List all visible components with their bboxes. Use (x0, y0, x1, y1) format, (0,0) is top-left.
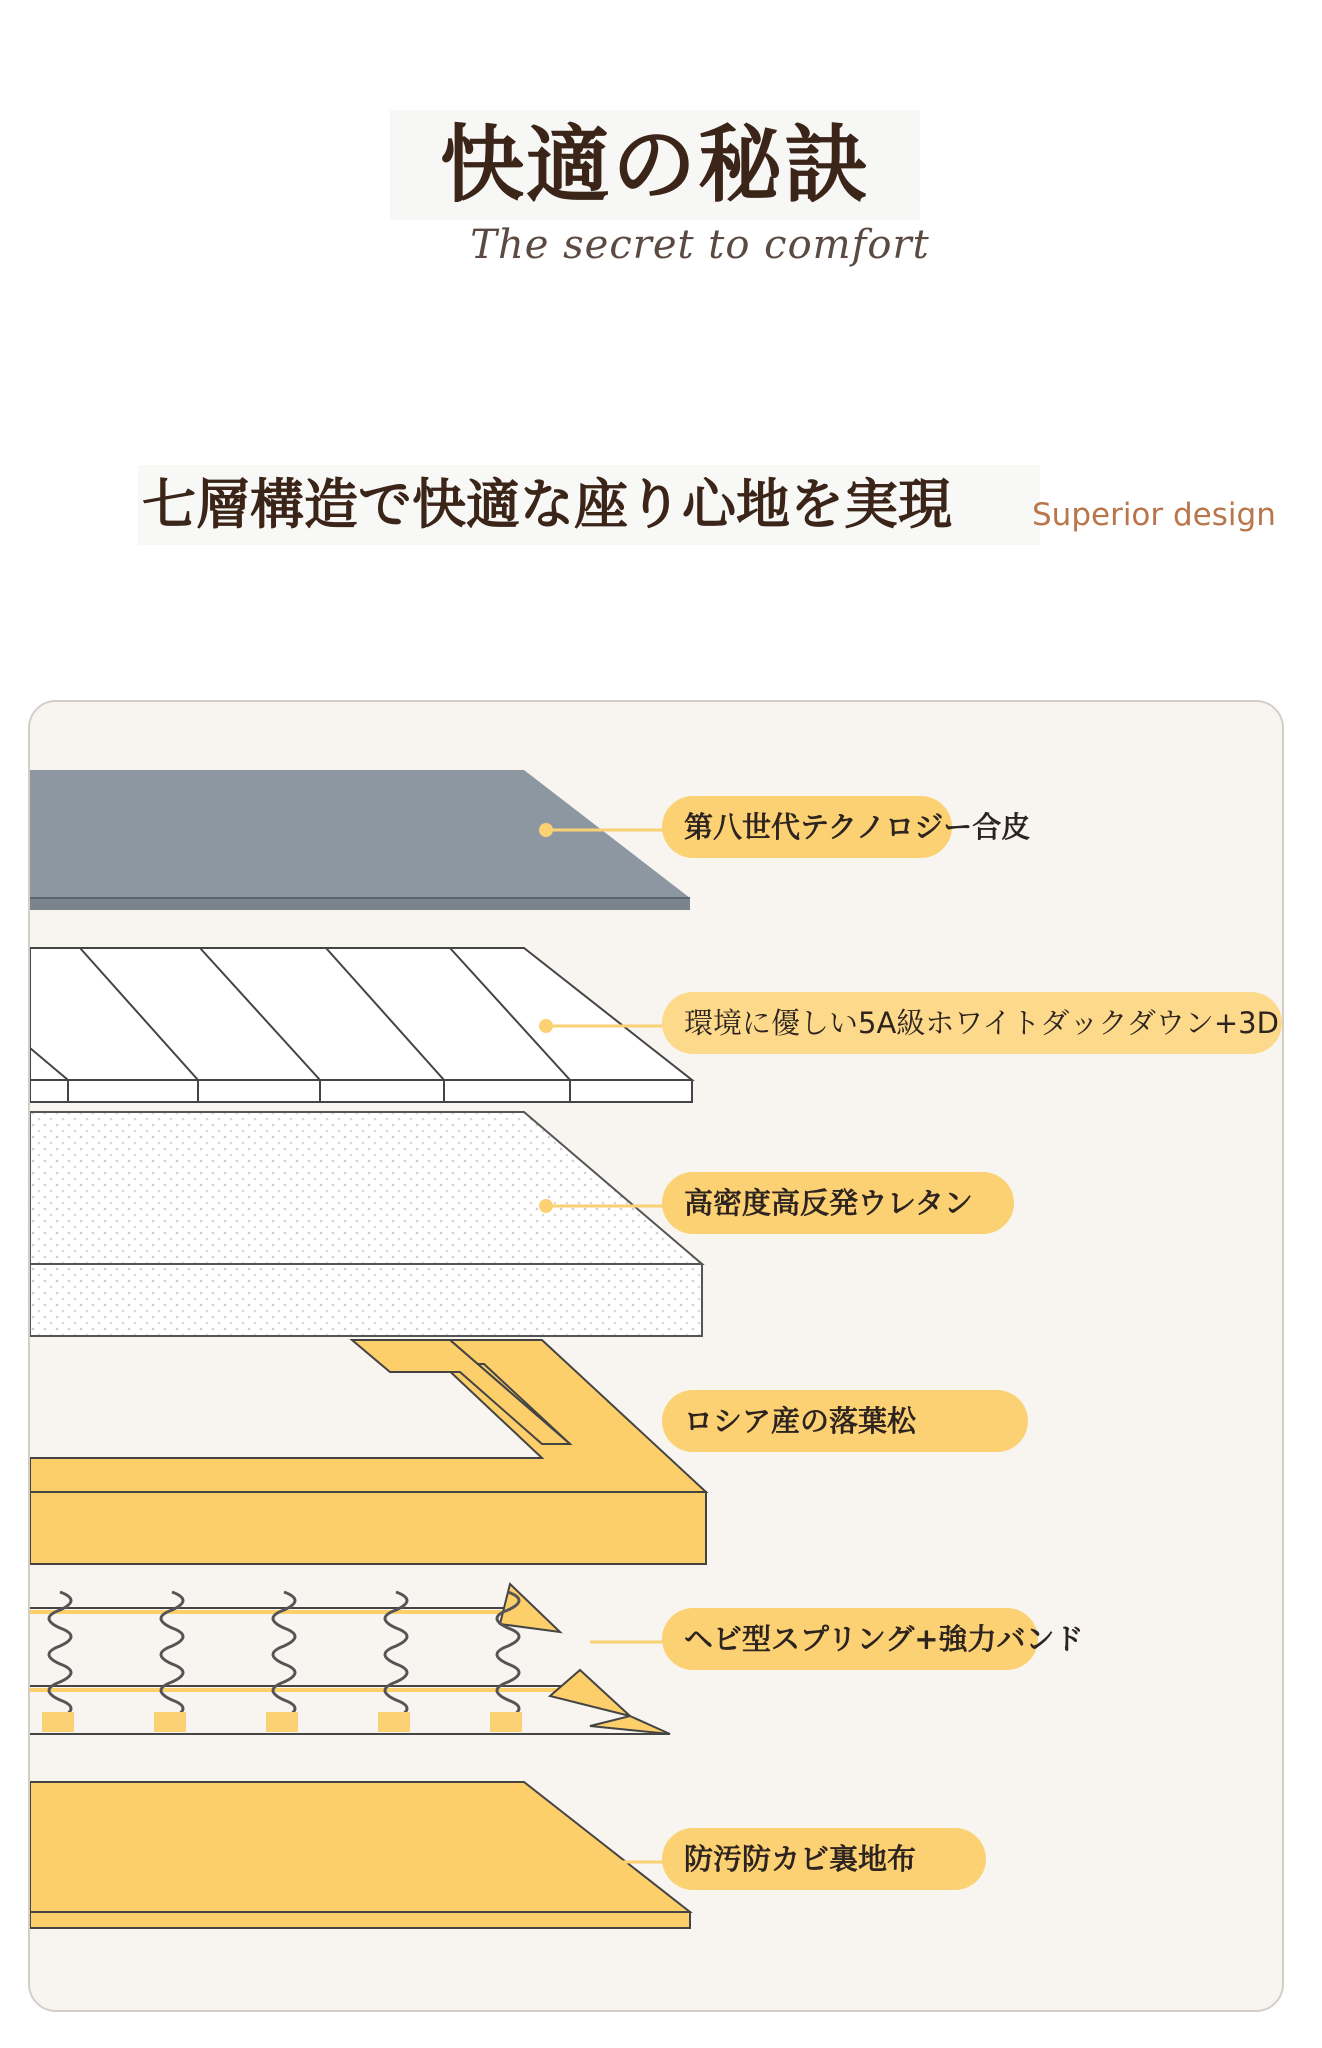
label-leather: 第八世代テクノロジー合皮 (662, 796, 952, 858)
layer-springs (30, 1584, 670, 1734)
label-springs: ヘビ型スプリング+強力バンド (662, 1608, 1038, 1670)
label-larch: ロシア産の落葉松 (662, 1390, 1028, 1452)
layer-leather (30, 770, 690, 910)
label-duck-down: 環境に優しい5A級ホワイトダックダウン+3D (662, 992, 1282, 1054)
layer-diagram (30, 702, 1282, 2010)
layer-lining (30, 1782, 690, 1928)
main-title: 快適の秘訣 (390, 110, 920, 220)
layer-diagram-panel (28, 700, 1284, 2012)
layer-larch-frame (30, 1340, 706, 1564)
section-heading: 七層構造で快適な座り心地を実現 (138, 465, 1040, 545)
layer-foam (30, 1112, 702, 1336)
label-foam: 高密度高反発ウレタン (662, 1172, 1014, 1234)
label-lining: 防汚防カビ裏地布 (662, 1828, 986, 1890)
main-subtitle: The secret to comfort (470, 222, 930, 268)
section-subheading: Superior design (1032, 497, 1276, 533)
